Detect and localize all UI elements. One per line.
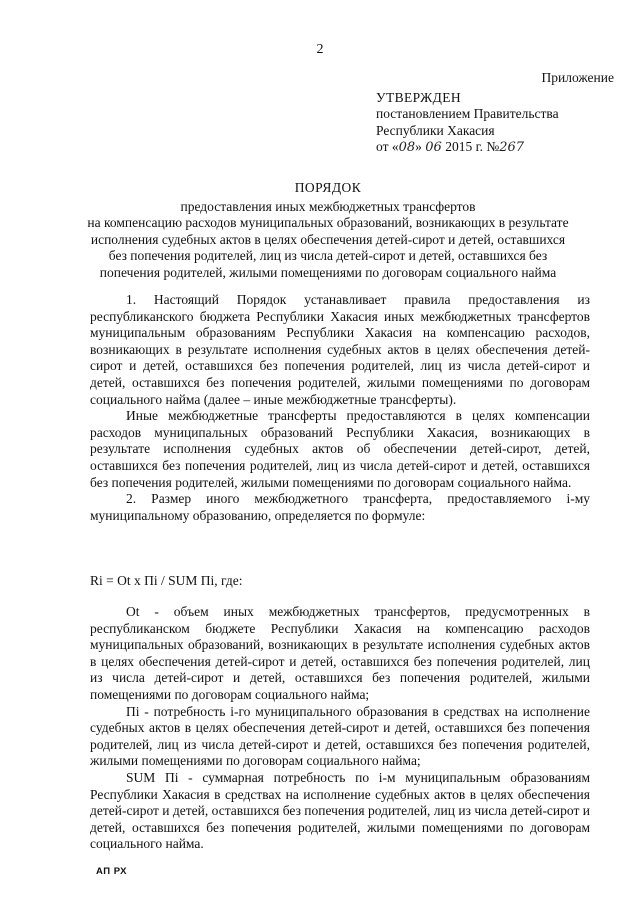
appendix-label: Приложение — [541, 70, 614, 85]
footer-mark: АП РХ — [96, 866, 128, 877]
document-heading — [80, 180, 576, 281]
handwritten-number: 267 — [499, 140, 525, 155]
definition-sum-pi: SUM Пi - суммарная потребность по i-м муниципальным образованиям Республики Хакасия в средствах на исполнение судебных актов в целях обеспечения детей-сирот и детей, оставшихся без попечения родителей, лиц из числа детей-сирот и детей, оставшихся без попечения родителей, жилыми помещениями по договорам социального найма. — [90, 769, 590, 852]
handwritten-month: 06 — [425, 140, 442, 155]
document-title: ПОРЯДОК — [294, 180, 362, 195]
definition-ot: Ot - объем иных межбюджетных трансфертов, предусмотренных в республиканском бюджете Республики Хакасия на компенсацию расходов муниципальных образований, возникающих в результате исполнения судебных актов в целях обеспечения детей-сирот и детей, оставшихся без попечения родителей, лиц из числа детей-сирот и детей, оставшихся без попечения родителей, жилыми помещениями по договорам социального найма; — [90, 604, 590, 702]
date-prefix: от « — [376, 139, 399, 154]
heading-line: без попечения родителей, лиц из числа детей-сирот и детей, оставшихся без — [108, 248, 548, 263]
heading-line: попечения родителей, жилыми помещениями по договорам социального найма — [99, 264, 557, 280]
handwritten-day: 08 — [398, 140, 416, 155]
definition-pi: Пi - потребность i-го муниципального образования в средствах на исполнение судебных актов в целях обеспечения детей-сирот и детей, оставшихся без попечения родителей, лиц из числа детей-сирот и детей, оставшихся без попечения родителей, жилыми помещениями по договорам социального найма; — [90, 703, 590, 769]
paragraph-2: Иные межбюджетные трансферты предоставляются в целях компенсации расходов муниципальных образований Республики Хакасия, возникающих в результате исполнения судебных актов об обеспечении детей-сирот, детей, оставшихся без попечения родителей, лиц из числа детей-сирот и детей, оставшихся без попечения родителей, жилыми помещениями по договорам социального найма. — [90, 408, 590, 490]
paragraph-3: 2. Размер иного межбюджетного трансферта, предоставляемого i-му муниципальному образованию, определяется по формуле: — [90, 491, 590, 523]
heading-line: на компенсацию расходов муниципальных образований, возникающих в результате — [87, 215, 569, 230]
heading-line: исполнения судебных актов в целях обеспечения детей-сирот и детей, оставшихся — [90, 231, 566, 247]
approval-date-line — [376, 139, 616, 157]
formula: Ri = Ot x Пi / SUM Пi, где: — [90, 573, 243, 588]
definitions — [90, 604, 590, 853]
document-body — [90, 292, 590, 524]
year-text: 2015 г. № — [441, 139, 500, 154]
page-number: 2 — [316, 42, 324, 57]
heading-line: предоставления иных межбюджетных трансфертов — [180, 198, 476, 214]
approval-line-2: Республики Хакасия — [376, 122, 495, 138]
approval-line-1: постановлением Правительства — [376, 106, 559, 121]
paragraph-1: 1. Настоящий Порядок устанавливает правила предоставления из республиканского бюджета Республики Хакасия иных межбюджетных трансфертов муниципальным образованиям Республики Хакасия на компенсацию расходов, возникающих в результате исполнения судебных актов в целях обеспечения детей-сирот и детей, оставшихся без попечения родителей, лиц из числа детей-сирот и детей, оставшихся без попечения родителей, жилыми помещениями по договорам социального найма (далее – иные межбюджетные трансферты). — [90, 292, 590, 407]
date-separator: » — [415, 139, 426, 154]
approved-label: УТВЕРЖДЕН — [376, 89, 461, 105]
approval-stamp — [376, 70, 616, 157]
